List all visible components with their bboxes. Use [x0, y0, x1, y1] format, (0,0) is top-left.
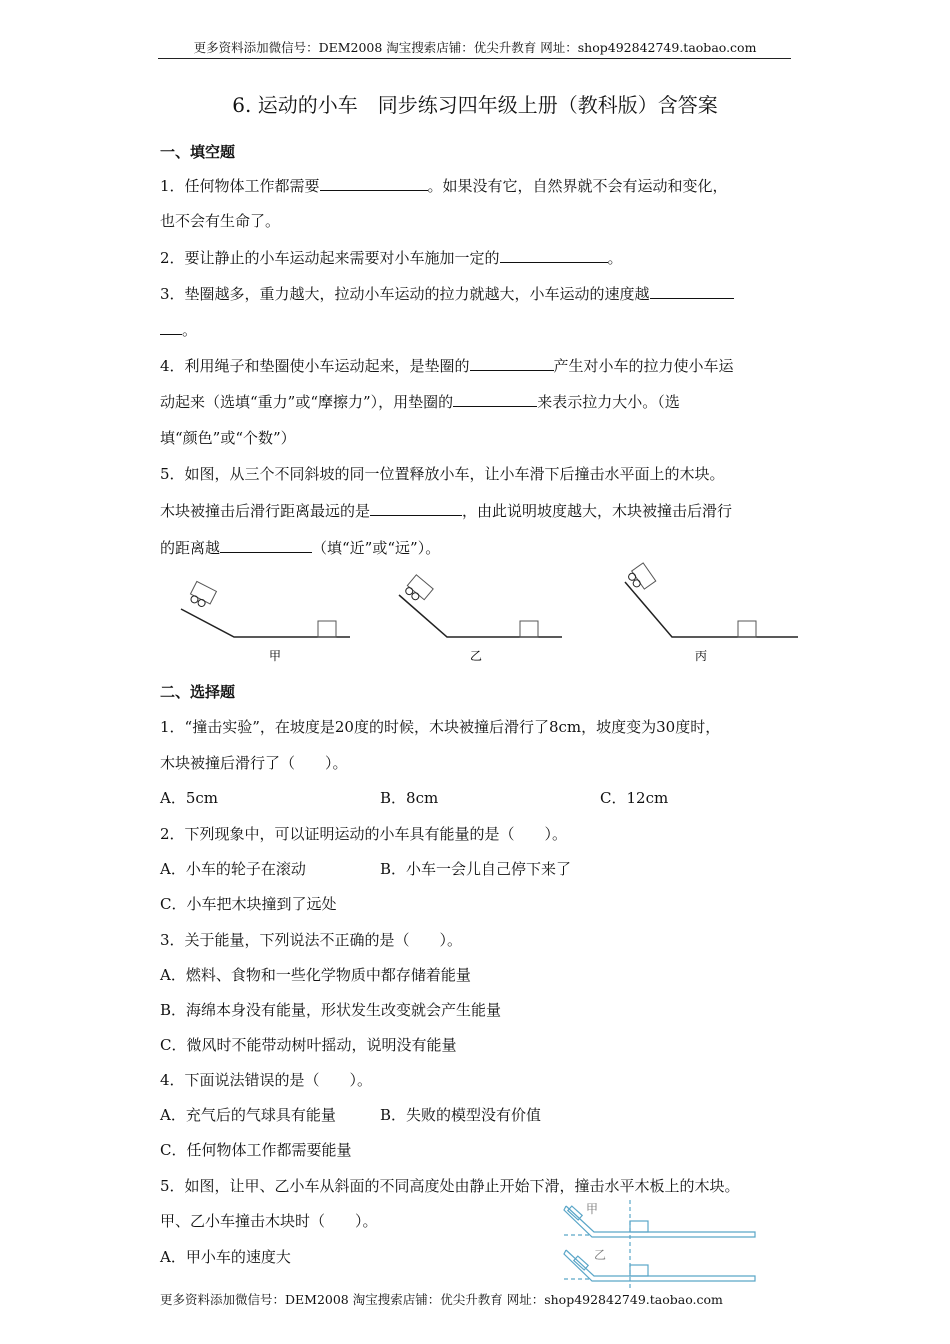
option[interactable]: A．小车的轮子在滚动 — [160, 860, 306, 878]
slope-bing — [625, 563, 798, 637]
question-line: 4．利用绳子和垫圈使小车运动起来，是垫圈的 产生对小车的拉力使小车运 — [160, 357, 734, 375]
section-heading: 一、填空题 — [160, 143, 236, 161]
answer-blank[interactable] — [470, 355, 554, 371]
option[interactable]: B．失败的模型没有价值 — [380, 1106, 542, 1124]
question-line: 1．任何物体工作都需要 。如果没有它，自然界就不会有运动和变化， — [160, 177, 728, 195]
header-rule — [158, 58, 791, 59]
ramp-figure — [560, 1200, 760, 1288]
option[interactable]: C．12cm — [600, 789, 669, 807]
option[interactable]: A．甲小车的速度大 — [160, 1248, 291, 1266]
question-line: 动起来（选填“重力”或“摩擦力”），用垫圈的 来表示拉力大小。（选 — [160, 393, 680, 411]
question-line: 甲、乙小车撞击木块时（ ）。 — [160, 1212, 378, 1230]
option[interactable]: A．充气后的气球具有能量 — [160, 1106, 336, 1124]
page-title: 6. 运动的小车 同步练习四年级上册（教科版）含答案 — [232, 93, 718, 117]
figure-label: 乙 — [469, 649, 483, 663]
slope-figure — [150, 562, 800, 670]
question-line: 3．关于能量，下列说法不正确的是（ ）。 — [160, 931, 463, 949]
answer-blank[interactable] — [500, 247, 608, 263]
answer-blank[interactable] — [220, 537, 312, 553]
section-heading: 二、选择题 — [160, 683, 236, 701]
page-header: 更多资料添加微信号：DEM2008 淘宝搜索店铺：优尖升教育 网址：shop492842749.taobao.com — [193, 40, 757, 55]
option[interactable]: B．8cm — [380, 789, 439, 807]
figure-label: 甲 — [586, 1202, 599, 1216]
answer-blank[interactable] — [320, 175, 428, 191]
figure-label: 乙 — [594, 1248, 607, 1262]
figure-label: 甲 — [268, 649, 282, 663]
option[interactable]: B．海绵本身没有能量，形状发生改变就会产生能量 — [160, 1001, 502, 1019]
answer-blank[interactable] — [650, 283, 734, 299]
slope-jia — [181, 581, 350, 637]
question-line: 5．如图，从三个不同斜坡的同一位置释放小车，让小车滑下后撞击水平面上的木块。 — [160, 465, 725, 483]
option[interactable]: A．燃料、食物和一些化学物质中都存储着能量 — [160, 966, 471, 984]
question-line: 填“颜色”或“个数”） — [160, 429, 296, 447]
answer-blank[interactable] — [453, 391, 537, 407]
figure-label: 丙 — [694, 649, 708, 663]
question-line: 的距离越 （填“近”或“远”）。 — [160, 539, 441, 557]
question-line: 5．如图，让甲、乙小车从斜面的不同高度处由静止开始下滑，撞击水平木板上的木块。 — [160, 1177, 740, 1195]
question-line: 2．下列现象中，可以证明运动的小车具有能量的是（ ）。 — [160, 825, 568, 843]
answer-blank[interactable] — [160, 319, 182, 335]
question-line: 木块被撞击后滑行距离最远的是 ，由此说明坡度越大，木块被撞击后滑行 — [160, 502, 733, 520]
option[interactable]: C．小车把木块撞到了远处 — [160, 895, 337, 913]
question-line: 。 — [160, 319, 197, 340]
question-line: 2．要让静止的小车运动起来需要对小车施加一定的 。 — [160, 249, 623, 267]
answer-blank[interactable] — [370, 500, 462, 516]
question-line: 木块被撞后滑行了（ ）。 — [160, 754, 348, 772]
question-line: 3．垫圈越多，重力越大，拉动小车运动的拉力就越大，小车运动的速度越 — [160, 283, 734, 304]
option[interactable]: B．小车一会儿自己停下来了 — [380, 860, 572, 878]
question-line: 1．“撞击实验”，在坡度是20度的时候，木块被撞后滑行了8cm，坡度变为30度时， — [160, 718, 721, 736]
option[interactable]: C．微风时不能带动树叶摇动，说明没有能量 — [160, 1036, 457, 1054]
question-line: 4．下面说法错误的是（ ）。 — [160, 1071, 373, 1089]
option[interactable]: A．5cm — [160, 789, 219, 807]
question-line: 也不会有生命了。 — [160, 212, 281, 230]
page-footer: 更多资料添加微信号：DEM2008 淘宝搜索店铺：优尖升教育 网址：shop492842749.taobao.com — [160, 1292, 723, 1307]
slope-yi — [399, 575, 562, 637]
option[interactable]: C．任何物体工作都需要能量 — [160, 1141, 352, 1159]
